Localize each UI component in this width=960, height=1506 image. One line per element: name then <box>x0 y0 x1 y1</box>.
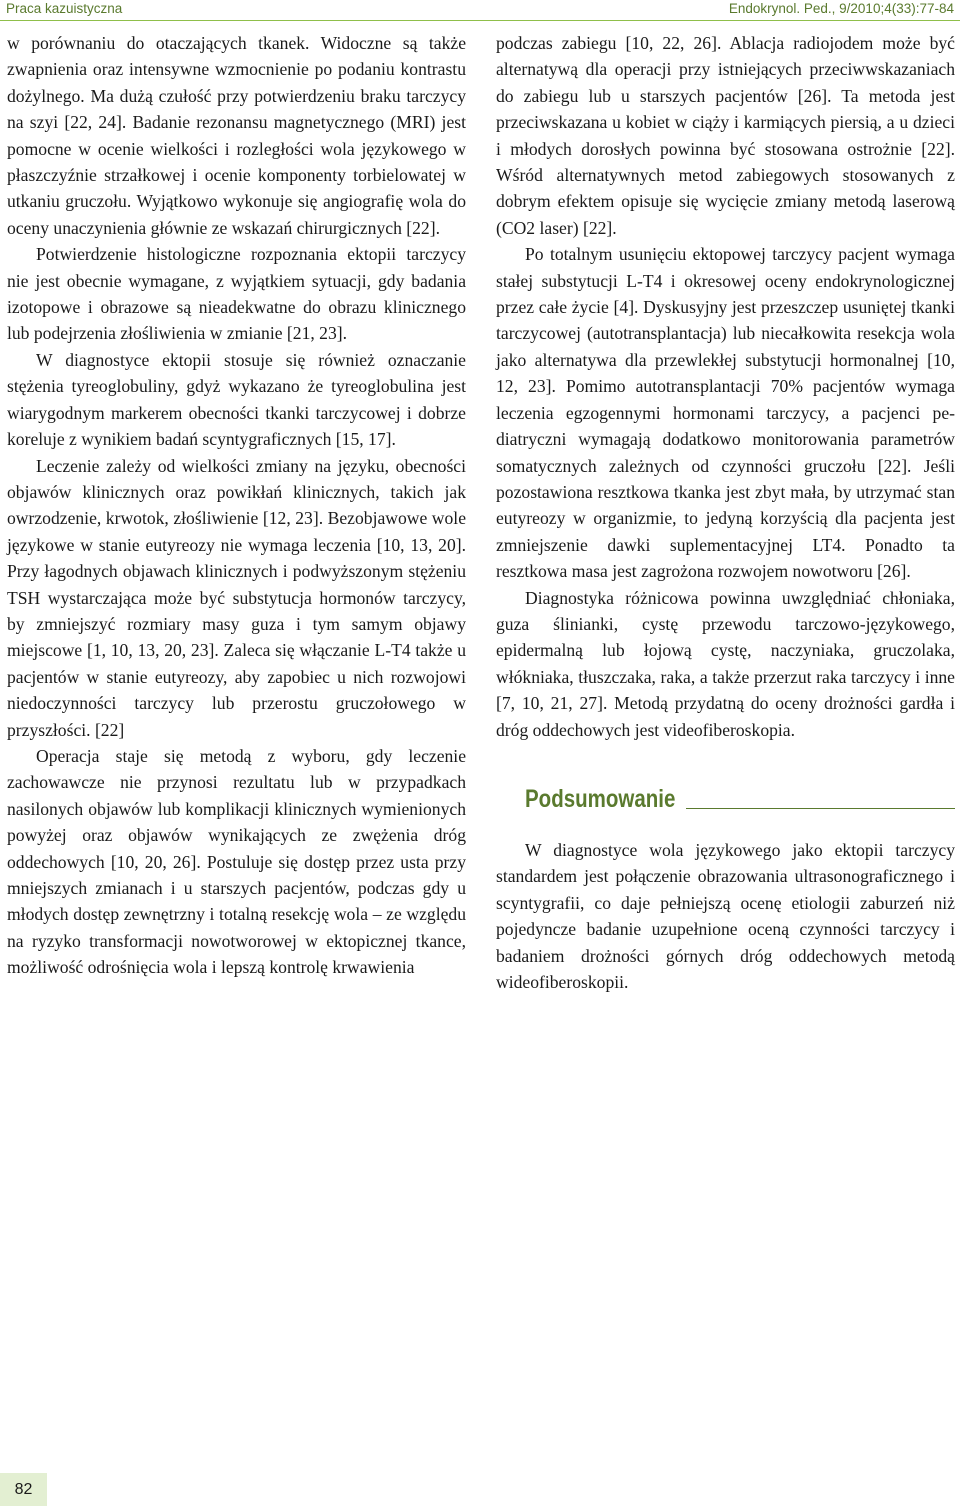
section-rule <box>686 808 955 809</box>
section-title: Podsumowanie <box>525 784 676 813</box>
left-paragraph-2: Potwierdzenie histologiczne rozpoznania ektopii tarczycy nie jest obecnie wymagane, z wyjątkiem sytuacji, gdy badania izotopowe i obrazowe są nieadekwatne do obrazu klinicznego lub podejrzenia złośliwienia w zmianie [21, 23]. <box>7 244 466 344</box>
header-rule <box>0 20 960 21</box>
left-paragraph-3: W diagnostyce ektopii stosuje się również oznaczanie stężenia tyreoglobuliny, gdyż wykazano że tyreoglobulina jest wiarygodnym markerem obecności tkanki tarczycowej i dobrze koreluje z wynikiem badań scyntygraficznych [15, 17]. <box>7 349 466 450</box>
header-section-label: Praca kazuistyczna <box>6 1 123 16</box>
right-paragraph-1: podczas zabiegu [10, 22, 26]. Ablacja radiojodem może być alternatywą dla operacji przy istniejących przeciwwskazaniach do zabiegu lub u starszych pacjentów [26]. Ta metoda jest przeciwskazana u kobiet w ciąży i karmiących piersią, a u dzieci i młodych dorosłych powinna być stosowana ostrożnie [22]. Wśród alternatywnych metod zabiegowych stosowanych z dobrym efektem opisuje się wycięcie zmiany metodą laserową (CO2 laser) [22]. <box>496 33 955 238</box>
right-paragraph-2: Po totalnym usunięciu ektopowej tarczycy pacjent wymaga stałej substytucji L-T4 i okresowej oceny endokrynologicznej przez całe życie [4]. Dyskusyjny jest przeszczep usuniętej tkanki tarczycowej (autotransplantacja) lub niecałkowita resekcja wola jako alternatywa dla przewlekłej substytucji hormonalnej [10, 12, 23]. Pomimo autotransplantacji 70% pacjentów wymaga leczenia egzogennymi hormonami tarczycy, a pacjenci pediatryczni wymagają dodatkowo monitorowania parametrów somatycznych zależnych od czynności gruczołu [22]. Jeśli pozostawiona resztkowa tkanka jest zbyt mała, by utrzymać stan eutyreozy w organizmie, to jedyną korzyścią dla pacjenta jest zmniejszenie dawki suplementacyjnej LT4. Ponadto ta resztkowa masa jest zagrożona rozwojem nowotworu [26]. <box>496 244 955 582</box>
right-paragraph-3: Diagnostyka różnicowa powinna uwzględniać chłoniaka, guza ślinianki, cystę przewodu tarczowo-językowego, epidermalną lub łojową cystę, naczyniaka, gruczolaka, włókniaka, tłuszczaka, raka, a także przerzut raka tarczycy i inne [7, 10, 21, 27]. Metodą przydatną do oceny drożności gardła i dróg oddechowych jest videofiberoskopia. <box>496 587 955 740</box>
right-column <box>496 30 955 995</box>
left-paragraph-5: Operacja staje się metodą z wyboru, gdy leczenie zachowawcze nie przynosi rezultatu lub w przypadkach nasilonych objawów lub komplikacji klinicznych wymienionych powyżej oraz objawów wynikających ze zwężenia dróg oddechowych [10, 20, 26]. Postuluje się dostęp przez usta przy mniejszych zmianach i u starszych pacjentów, podczas gdy u młodych dostęp zewnętrzny i totalną resekcję wola – ze względu na ryzyko transformacji nowotworowej w ektopicznej tkance, możliwość odrośnięcia wola i lepszą kontrolę krwawienia <box>7 745 466 978</box>
summary-paragraph: W diagnostyce wola językowego jako ektopii tarczycy standardem jest połączenie obrazowania ultrasonograficznego i scyntygrafii, co daje pełniejszą ocenę etiologii zaburzeń niż pojedyncze badanie uzupełnione oceną czynności tarczycy i badaniem drożności górnych dróg oddechowych metodą wideofiberoskopii. <box>496 839 955 992</box>
section-heading <box>496 785 955 813</box>
running-header <box>0 0 960 20</box>
left-paragraph-1: w porównaniu do otaczających tkanek. Widoczne są także zwapnienia oraz intensywne wzmocnienie po podaniu kontrastu dożylnego. Ma dużą czułość przy potwierdzeniu braku tarczycy na szyi [22, 24]. Badanie rezonansu magnetycznego (MRI) jest pomocne w ocenie wielkości i rozległości wola językowego w płaszczyźnie strzałkowej i ocenie komponenty torbielowatej w utkaniu gruczołu. Wyjątkowo wykonuje się angiografię wola do oceny unaczynienia głównie ze wskazań chirurgicznych [22]. <box>7 33 466 238</box>
left-paragraph-4: Leczenie zależy od wielkości zmiany na języku, obecności objawów klinicznych oraz powikłań klinicznych, takich jak owrzodzenie, krwotok, złośliwienie [12, 23]. Bezobjawowe wole językowe w stanie eutyreozy nie wymaga leczenia [10, 13, 20]. Przy łagodnych objawach klinicznych i podwyższonym stężeniu TSH wystarczająca może być substytucja hormonów tarczycy, by zmniejszyć rozmiary masy guza i tym samym objawy miejscowe [1, 10, 13, 20, 23]. Zaleca się włączanie L-T4 także u pacjentów w stanie eutyreozy, aby zapobiec u nich rozwojowi niedoczynności tarczycy lub przerostu gruczołowego w przyszłości. [22] <box>7 455 466 740</box>
header-journal-ref: Endokrynol. Ped., 9/2010;4(33):77-84 <box>728 1 954 16</box>
page-number: 82 <box>0 1473 47 1506</box>
left-column <box>7 30 466 981</box>
